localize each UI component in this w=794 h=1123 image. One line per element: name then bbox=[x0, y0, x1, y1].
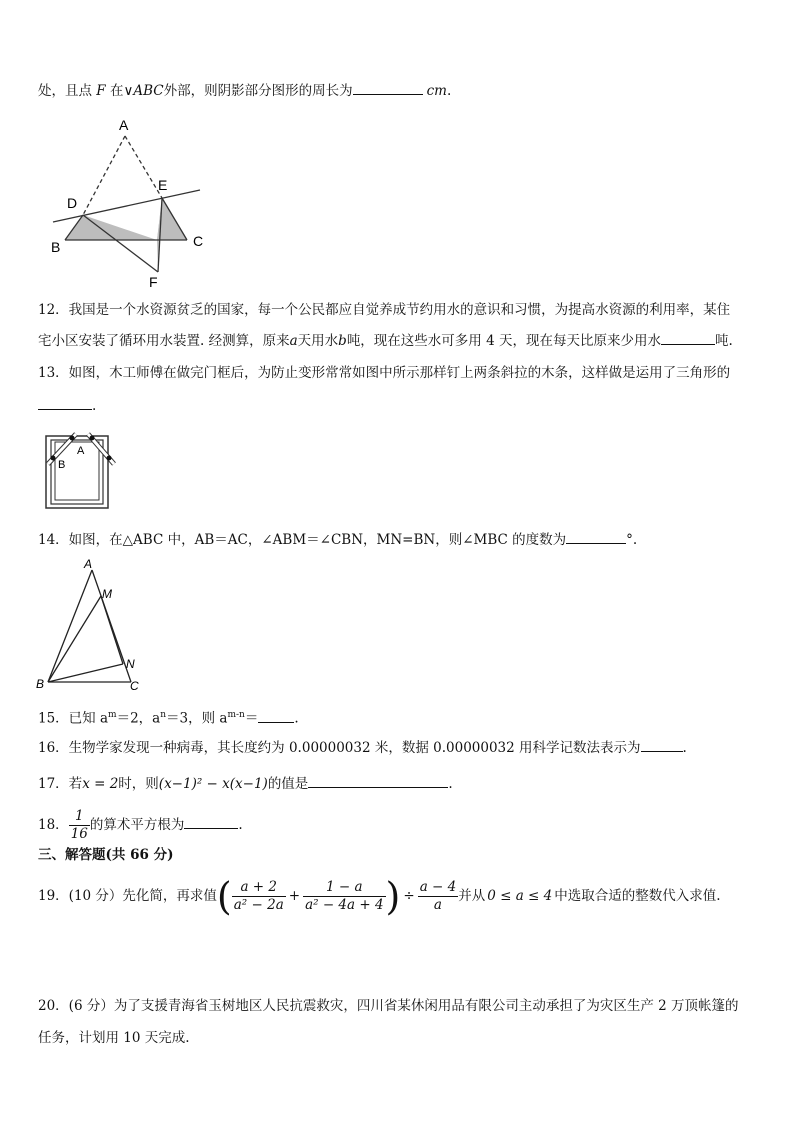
figure-q11 bbox=[45, 112, 220, 292]
label-a: A bbox=[77, 445, 85, 457]
label-b: B bbox=[51, 239, 61, 255]
label-e: E bbox=[158, 177, 168, 193]
answer-blank bbox=[258, 708, 294, 723]
label-m: M bbox=[102, 587, 112, 601]
answer-blank bbox=[566, 529, 626, 544]
fraction-1: $\frac{a + 2}{\text{a² − 2a}}$ bbox=[233, 879, 284, 913]
q20-line1: 20．(6 分）为了支援青海省玉树地区人民抗震救灾，四川省某休闲用品有限公司主动承担了为灾区生产 2 万顶帐篷的 bbox=[38, 998, 739, 1014]
q16-text: 16．生物学家发现一种病毒，其长度约为 0.00000032 米，数据 0.00000032 用科学记数法表示为 . bbox=[38, 737, 687, 758]
q20-line2: 任务，计划用 10 天完成. bbox=[38, 1030, 190, 1046]
fraction-3: $\frac{a - 4}{a}$ bbox=[419, 879, 457, 913]
label-d: D bbox=[67, 195, 78, 211]
label-b: B bbox=[36, 677, 45, 691]
q12-line1: 12．我国是一个水资源贫乏的国家，每一个公民都应自觉养成节约用水的意识和习惯，为提高水资源的利用率，某住 bbox=[38, 302, 731, 318]
fraction-1-16: $\frac{1}{16}$ bbox=[70, 808, 88, 842]
answer-blank bbox=[184, 814, 238, 829]
answer-blank bbox=[353, 80, 423, 95]
label-b: B bbox=[58, 459, 66, 471]
label-f: F bbox=[149, 274, 158, 290]
q19-text: 19．(10 分）先化简，再求值( $\frac{a + 2}{\text{a² − 2a}}$ + $\frac{1 - a}{\text{a² − 4a + 4}}$ ) ÷ $\frac{a - 4}{a}$ 并从 0 ≤ a ≤ 4 中选取合适的整数代入求值. bbox=[38, 874, 721, 919]
answer-blank bbox=[661, 330, 715, 345]
section-heading: 三、解答题(共 66 分) bbox=[38, 847, 174, 863]
q18-text: 18． $\frac{1}{16}$ 的算术平方根为 . bbox=[38, 808, 243, 842]
label-a: A bbox=[84, 557, 93, 571]
q15-text: 15．已知 $a^m=2$，$a^n=3$，则 $a^{m-n}=$ . bbox=[38, 705, 299, 729]
answer-blank bbox=[308, 773, 448, 788]
label-a: A bbox=[119, 117, 129, 133]
label-n: N bbox=[126, 657, 135, 671]
q14-text: 14．如图，在△ABC 中，AB＝AC，∠ABM＝∠CBN，MN=BN，则∠MBC 的度数为 °. bbox=[38, 529, 637, 550]
answer-blank bbox=[38, 395, 92, 410]
q13-line1: 13．如图，木工师傅在做完门框后，为防止变形常常如图中所示那样钉上两条斜拉的木条，这样做是运用了三角形的 bbox=[38, 365, 731, 381]
answer-blank bbox=[641, 737, 683, 752]
label-c: C bbox=[130, 679, 139, 693]
q12-line2: 宅小区安装了循环用水装置. 经测算，原来a天用水b吨，现在这些水可多用 4 天，现在每天比原来少用水 吨. bbox=[38, 330, 733, 351]
figure-q14 bbox=[30, 556, 150, 694]
q17-text: 17．若x = 2时，则(x−1)² − x(x−1)的值是 . bbox=[38, 773, 453, 794]
fraction-2: $\frac{1 - a}{\text{a² − 4a + 4}}$ bbox=[305, 879, 384, 913]
label-c: C bbox=[193, 233, 204, 249]
figure-q13 bbox=[38, 428, 128, 513]
q13-line2: . bbox=[38, 395, 96, 416]
q11-text: 处，且点 F 在∨ABC外部，则阴影部分图形的周长为 cm. bbox=[38, 80, 451, 101]
